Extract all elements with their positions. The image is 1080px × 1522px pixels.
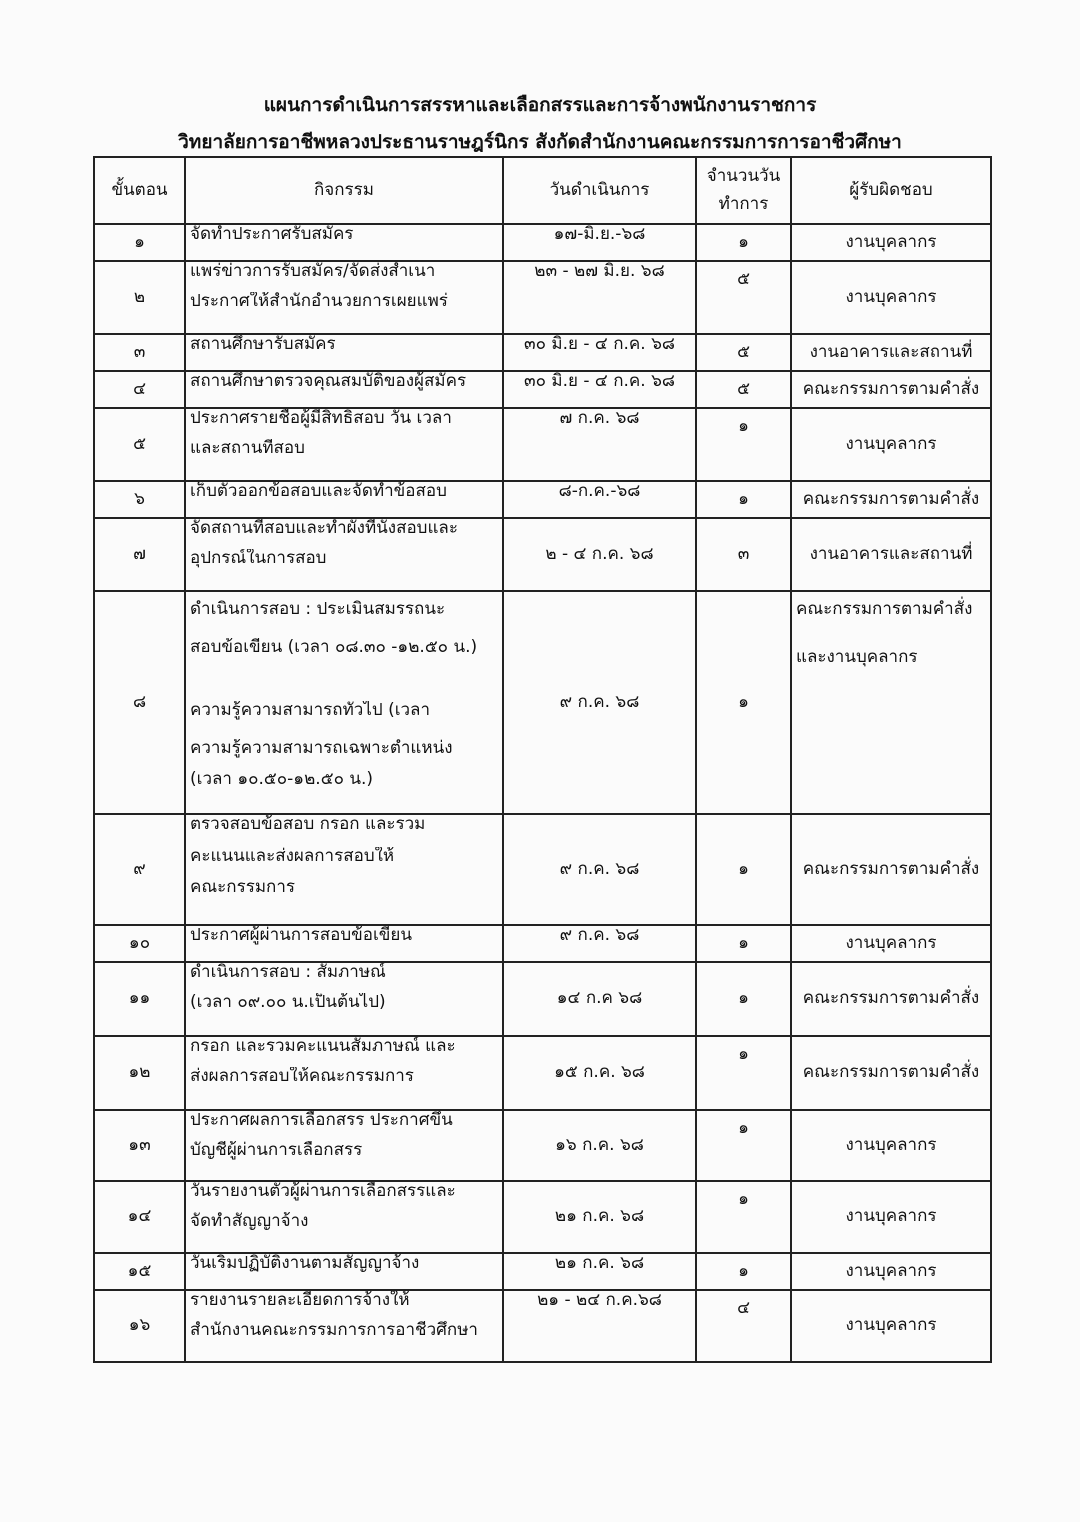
date-cell: ๒๑ - ๒๔ ก.ค.๖๘ — [503, 1290, 696, 1362]
days-cell: ๑ — [696, 481, 791, 518]
days-cell: ๑ — [696, 962, 791, 1036]
table-row — [94, 962, 991, 1036]
activity-line: ส่งผลการสอบให้คณะกรรมการ — [190, 1066, 414, 1086]
responsible-cell: งานอาคารและสถานที่ — [791, 518, 991, 591]
date-cell: ๑๕ ก.ค. ๖๘ — [503, 1036, 696, 1110]
days-cell: ๑ — [696, 1036, 791, 1110]
activity-cell — [185, 1253, 503, 1290]
activity-line: กรอก และรวมคะแนนสัมภาษณ์ และ — [190, 1037, 456, 1056]
table-row — [94, 1036, 991, 1110]
days-cell: ๕ — [696, 334, 791, 371]
table-header-row — [94, 157, 991, 224]
step-number: ๕ — [94, 408, 185, 481]
responsible-cell: คณะกรรมการตามคำสั่ง — [791, 371, 991, 408]
step-number: ๘ — [94, 591, 185, 814]
date-cell: ๗ ก.ค. ๖๘ — [503, 408, 696, 481]
table-row — [94, 371, 991, 408]
activity-cell — [185, 334, 503, 371]
responsible-cell: งานบุคลากร — [791, 925, 991, 962]
days-cell: ๑ — [696, 925, 791, 962]
responsible-cell: คณะกรรมการตามคำสั่ง — [791, 1036, 991, 1110]
responsible-cell: งานบุคลากร — [791, 1290, 991, 1362]
responsible-cell: งานบุคลากร — [791, 261, 991, 334]
activity-line: ประกาศให้สำนักอำนวยการเผยแพร่ — [190, 291, 448, 311]
date-cell: ๒๓ - ๒๗ มิ.ย. ๖๘ — [503, 261, 696, 334]
step-number: ๑๐ — [94, 925, 185, 962]
activity-line: คะแนนและส่งผลการสอบให้ — [190, 846, 395, 866]
activity-cell — [185, 518, 503, 591]
days-cell: ๑ — [696, 591, 791, 814]
activity-line: สอบข้อเขียน (เวลา ๐๘.๓๐ -๑๒.๕๐ น.) — [190, 637, 478, 657]
activity-cell — [185, 591, 503, 814]
activity-line: ดำเนินการสอบ : สัมภาษณ์ — [190, 963, 386, 982]
activity-line: ดำเนินการสอบ : ประเมินสมรรถนะ — [190, 600, 446, 619]
activity-line: รายงานรายละเอียดการจ้างให้ — [190, 1291, 410, 1310]
activity-line: ความรู้ความสามารถทั่วไป (เวลา — [190, 701, 431, 721]
table-row — [94, 334, 991, 371]
activity-line: ตรวจสอบข้อสอบ กรอก และรวม — [190, 815, 426, 834]
responsible-cell: งานบุคลากร — [791, 1110, 991, 1181]
step-number: ๗ — [94, 518, 185, 591]
activity-line: คณะกรรมการ — [190, 878, 296, 898]
responsible-cell: คณะกรรมการตามคำสั่ง — [791, 962, 991, 1036]
table-row — [94, 1253, 991, 1290]
table-row — [94, 224, 991, 261]
activity-line: วันเริ่มปฏิบัติงานตามสัญญาจ้าง — [190, 1254, 420, 1273]
date-cell: ๒๑ ก.ค. ๖๘ — [503, 1253, 696, 1290]
activity-line: จัดทำประกาศรับสมัคร — [190, 225, 354, 244]
responsible-cell: งานบุคลากร — [791, 1181, 991, 1253]
blank-gap — [190, 657, 498, 691]
activity-cell — [185, 261, 503, 334]
header-activity: กิจกรรม — [185, 157, 503, 224]
activity-line: สถานศึกษารับสมัคร — [190, 335, 336, 354]
table-row — [94, 518, 991, 591]
activity-line: จัดทำสัญญาจ้าง — [190, 1211, 309, 1231]
step-number: ๑๔ — [94, 1181, 185, 1253]
activity-line: สถานศึกษาตรวจคุณสมบัติของผู้สมัคร — [190, 372, 467, 391]
date-cell: ๒๑ ก.ค. ๖๘ — [503, 1181, 696, 1253]
days-cell: ๑ — [696, 814, 791, 925]
activity-line: จัดสถานที่สอบและทำผังที่นั่งสอบและ — [190, 519, 458, 538]
responsible-cell: งานบุคลากร — [791, 224, 991, 261]
step-number: ๓ — [94, 334, 185, 371]
table-row — [94, 261, 991, 334]
header-step: ขั้นตอน — [94, 157, 185, 224]
days-cell: ๑ — [696, 1253, 791, 1290]
activity-cell — [185, 962, 503, 1036]
header-days-line1: จำนวนวัน — [706, 165, 781, 186]
step-number: ๖ — [94, 481, 185, 518]
activity-line: ความรู้ความสามารถเฉพาะตำแหน่ง — [190, 738, 453, 758]
date-cell: ๑๔ ก.ค ๖๘ — [503, 962, 696, 1036]
activity-cell — [185, 224, 503, 261]
days-cell: ๕ — [696, 371, 791, 408]
responsible-line: และงานบุคลากร — [796, 646, 918, 667]
date-cell: ๙ ก.ค. ๖๘ — [503, 591, 696, 814]
recruitment-plan-table — [93, 156, 992, 1363]
date-cell: ๙ ก.ค. ๖๘ — [503, 814, 696, 925]
step-number: ๑๖ — [94, 1290, 185, 1362]
date-cell: ๘-ก.ค.-๖๘ — [503, 481, 696, 518]
step-number: ๑๕ — [94, 1253, 185, 1290]
days-cell: ๑ — [696, 408, 791, 481]
days-cell: ๕ — [696, 261, 791, 334]
date-cell: ๓๐ มิ.ย - ๔ ก.ค. ๖๘ — [503, 334, 696, 371]
table-row — [94, 1110, 991, 1181]
activity-line: แพร่ข่าวการรับสมัคร/จัดส่งสำเนา — [190, 262, 436, 281]
table-row — [94, 408, 991, 481]
date-cell: ๑๗-มิ.ย.-๖๘ — [503, 224, 696, 261]
activity-cell — [185, 481, 503, 518]
activity-line: ประกาศรายชื่อผู้มีสิทธิสอบ วัน เวลา — [190, 409, 452, 428]
header-responsible: ผู้รับผิดชอบ — [791, 157, 991, 224]
table-row — [94, 925, 991, 962]
table-row — [94, 814, 991, 925]
header-days-line2: ทำการ — [718, 193, 769, 214]
header-days — [696, 157, 791, 224]
responsible-cell: คณะกรรมการตามคำสั่ง — [791, 481, 991, 518]
step-number: ๑ — [94, 224, 185, 261]
table-row — [94, 1181, 991, 1253]
responsible-cell: คณะกรรมการตามคำสั่ง — [791, 814, 991, 925]
activity-cell — [185, 1181, 503, 1253]
document-title: แผนการดำเนินการสรรหาและเลือกสรรและการจ้างพนักงานราชการ — [263, 94, 817, 116]
responsible-cell: งานอาคารและสถานที่ — [791, 334, 991, 371]
activity-line: ประกาศผู้ผ่านการสอบข้อเขียน — [190, 926, 412, 945]
step-number: ๑๑ — [94, 962, 185, 1036]
step-number: ๔ — [94, 371, 185, 408]
activity-cell — [185, 408, 503, 481]
responsible-cell — [791, 591, 991, 814]
activity-cell — [185, 814, 503, 925]
date-cell: ๓๐ มิ.ย - ๔ ก.ค. ๖๘ — [503, 371, 696, 408]
step-number: ๑๓ — [94, 1110, 185, 1181]
date-cell: ๑๖ ก.ค. ๖๘ — [503, 1110, 696, 1181]
step-number: ๙ — [94, 814, 185, 925]
activity-line: ประกาศผลการเลือกสรร ประกาศขึ้น — [190, 1111, 453, 1130]
activity-line: บัญชีผู้ผ่านการเลือกสรร — [190, 1140, 363, 1160]
table-row — [94, 481, 991, 518]
days-cell: ๑ — [696, 224, 791, 261]
days-cell: ๑ — [696, 1110, 791, 1181]
responsible-line: คณะกรรมการตามคำสั่ง — [796, 599, 973, 619]
date-cell: ๙ ก.ค. ๖๘ — [503, 925, 696, 962]
step-number: ๒ — [94, 261, 185, 334]
activity-line: (เวลา ๐๙.๐๐ น.เป็นต้นไป) — [190, 992, 386, 1012]
table-row — [94, 1290, 991, 1362]
activity-cell — [185, 371, 503, 408]
days-cell: ๑ — [696, 1181, 791, 1253]
activity-cell — [185, 925, 503, 962]
activity-cell — [185, 1290, 503, 1362]
activity-line: สำนักงานคณะกรรมการการอาชีวศึกษา — [190, 1320, 478, 1340]
date-cell: ๒ - ๔ ก.ค. ๖๘ — [503, 518, 696, 591]
activity-line: (เวลา ๑๐.๕๐-๑๒.๕๐ น.) — [190, 770, 374, 790]
activity-cell — [185, 1036, 503, 1110]
activity-cell — [185, 1110, 503, 1181]
step-number: ๑๒ — [94, 1036, 185, 1110]
responsible-cell: งานบุคลากร — [791, 408, 991, 481]
activity-line: อุปกรณ์ในการสอบ — [190, 548, 327, 568]
document-subtitle: วิทยาลัยการอาชีพหลวงประธานราษฎร์นิกร สังกัดสำนักงานคณะกรรมการการอาชีวศึกษา — [178, 131, 902, 153]
activity-line: วันรายงานตัวผู้ผ่านการเลือกสรรและ — [190, 1182, 456, 1201]
responsible-cell: งานบุคลากร — [791, 1253, 991, 1290]
activity-line: เก็บตัวออกข้อสอบและจัดทำข้อสอบ — [190, 482, 447, 501]
activity-line: และสถานที่สอบ — [190, 438, 305, 458]
days-cell: ๔ — [696, 1290, 791, 1362]
table-row — [94, 591, 991, 814]
header-date: วันดำเนินการ — [503, 157, 696, 224]
days-cell: ๓ — [696, 518, 791, 591]
